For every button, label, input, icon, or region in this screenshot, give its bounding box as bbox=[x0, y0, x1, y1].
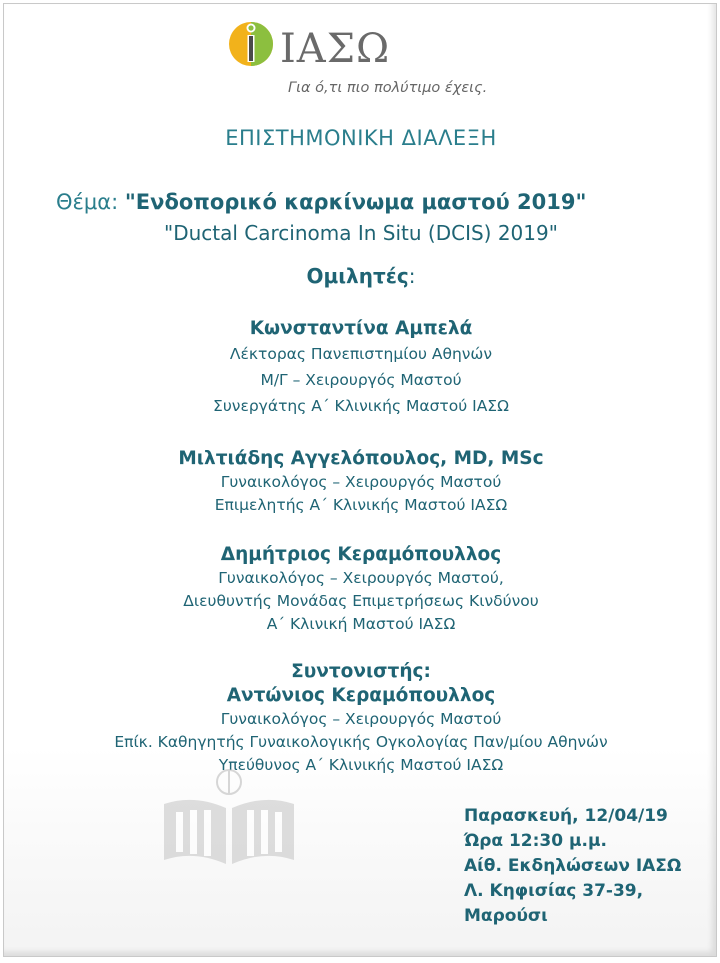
event-venue: Αίθ. Εκδηλώσεων ΙΑΣΩ bbox=[464, 856, 682, 876]
topic-title-en: "Ductal Carcinoma In Situ (DCIS) 2019" bbox=[164, 221, 558, 245]
speaker-role: Συνεργάτης Α΄ Κλινικής Μαστού ΙΑΣΩ bbox=[213, 397, 509, 415]
speaker-role: Γυναικολόγος – Χειρουργός Μαστού, bbox=[218, 569, 504, 587]
topic-title-gr: "Ενδοπορικό καρκίνωμα μαστού 2019" bbox=[124, 190, 587, 214]
page-heading: ΕΠΙΣΤΗΜΟΝΙΚΗ ΔΙΑΛΕΞΗ bbox=[225, 126, 497, 150]
coordinator-role: Επίκ. Καθηγητής Γυναικολογικής Ογκολογίας Παν/μίου Αθηνών bbox=[114, 733, 608, 751]
flyer-page bbox=[3, 3, 717, 957]
speaker-name: Κωνσταντίνα Αμπελά bbox=[249, 318, 473, 339]
speaker-role: Γυναικολόγος – Χειρουργός Μαστού bbox=[220, 473, 502, 491]
speaker-role: Α΄ Κλινική Μαστού ΙΑΣΩ bbox=[266, 615, 456, 633]
event-date: Παρασκευή, 12/04/19 bbox=[464, 806, 668, 826]
iaso-emblem-icon bbox=[226, 16, 278, 68]
speaker-name: Δημήτριος Κεραμόπουλλος bbox=[220, 544, 502, 565]
speakers-heading-word: Ομιλητές bbox=[306, 264, 409, 288]
topic-line bbox=[56, 190, 586, 214]
speaker-block bbox=[4, 447, 718, 517]
event-time: Ώρα 12:30 μ.μ. bbox=[464, 831, 607, 851]
brand-slogan: Για ό,τι πιο πολύτιμο έχεις. bbox=[288, 80, 488, 96]
brand-name: ΙΑΣΩ bbox=[280, 26, 391, 72]
coordinator-heading: Συντονιστής: bbox=[291, 661, 431, 682]
event-city: Μαρούσι bbox=[464, 906, 548, 926]
topic-label: Θέμα: bbox=[56, 190, 119, 214]
coordinator-block bbox=[4, 660, 718, 777]
speaker-block bbox=[4, 543, 718, 636]
coordinator-role: Υπεύθυνος Α΄ Κλινικής Μαστού ΙΑΣΩ bbox=[218, 756, 504, 774]
speaker-role: Λέκτορας Πανεπιστημίου Αθηνών bbox=[229, 345, 493, 363]
event-address: Λ. Κηφισίας 37-39, bbox=[464, 881, 644, 901]
iaso-logo bbox=[226, 16, 506, 106]
coordinator-name: Αντώνιος Κεραμόπουλλος bbox=[226, 685, 496, 706]
speaker-role: Μ/Γ – Χειρουργός Μαστού bbox=[260, 371, 462, 389]
speakers-heading bbox=[4, 264, 718, 288]
speakers-heading-colon: : bbox=[408, 264, 416, 288]
open-book-icon bbox=[154, 764, 304, 874]
speaker-name: Μιλτιάδης Αγγελόπουλος, MD, MSc bbox=[178, 448, 544, 469]
speaker-block bbox=[4, 317, 718, 419]
speaker-role: Διευθυντής Μονάδας Επιμετρήσεως Κινδύνου bbox=[183, 592, 539, 610]
event-details bbox=[464, 804, 681, 929]
speaker-role: Επιμελητής Α΄ Κλινικής Μαστού ΙΑΣΩ bbox=[214, 496, 508, 514]
coordinator-role: Γυναικολόγος – Χειρουργός Μαστού bbox=[220, 710, 502, 728]
